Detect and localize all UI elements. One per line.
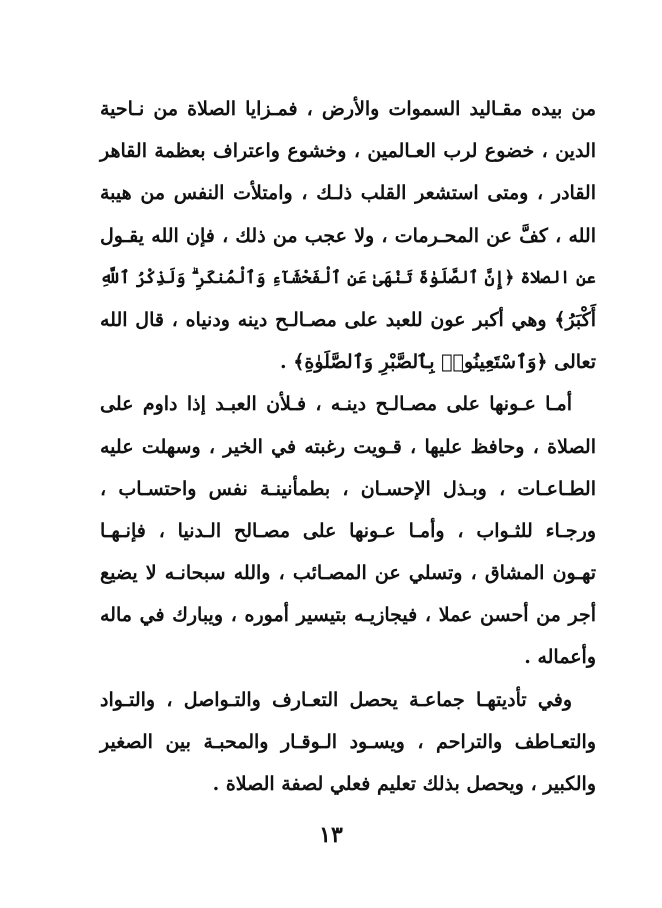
text-line: أجر من أحسن عملا ، فيجازيـه بتيسير أموره ، ويبارك في ماله — [100, 604, 596, 627]
text-line-quran-verse: عن الصلاة ﴿إِنَّ ٱلصَّلَوٰةَ تَنْهَىٰ عَنِ ٱلْفَحْشَآءِ وَٱلْمُنكَرِ ۗ وَلَذِكْرُ ٱللَّهِ — [100, 267, 596, 288]
text-line: الله ، كفَّ عن المحـرمات ، ولا عجب من ذلك ، فإن الله يقـول — [100, 224, 596, 247]
text-line: القادر ، ومتى استشعر القلب ذلـك ، وامتلأت النفس من هيبة — [100, 182, 596, 205]
text-line: وأعماله . — [524, 646, 596, 669]
text-line-quran-verse: تعالى ﴿وَٱسْتَعِينُوا۟ بِٱلصَّبْرِ وَٱلصَّلَوٰةِ﴾ . — [280, 351, 596, 374]
text-line: الصلاة ، وحافظ عليها ، قـويت رغبته في الخير ، وسهلت عليه — [100, 435, 596, 458]
text-line: والكبير ، ويحصل بذلك تعليم فعلي لصفة الصلاة . — [212, 773, 596, 795]
text-line: الطـاعـات ، وبـذل الإحسـان ، بطمأنينـة نفس واحتسـاب ، — [100, 477, 596, 500]
paragraph-2 — [100, 383, 596, 678]
text-line: الدين ، خضوع لرب العـالمين ، وخشوع واعتراف بعظمة القاهر — [100, 140, 596, 163]
paragraph-1 — [100, 88, 596, 383]
text-line: ورجـاء للثـواب ، وأمـا عـونها على مصـالح الـدنيا ، فإنـهـا — [100, 519, 596, 542]
text-line: من بيده مقـاليد السموات والأرض ، فمـزايا الصلاة من نـاحية — [100, 98, 596, 120]
page-number: ١٣ — [319, 822, 343, 848]
text-line: تهـون المشاق ، وتسلي عن المصـائب ، والله سبحانـه لا يضيع — [100, 562, 596, 585]
paragraph-3 — [100, 679, 596, 806]
text-line-quran-verse: أَكْبَرُ﴾ وهي أكبر عون للعبد على مصـالـح دينه ودنياه ، قال الله — [100, 308, 596, 331]
body-text — [100, 88, 596, 805]
text-line: أمـا عـونها على مصـالـح دينـه ، فـلأن العبـد إذا داوم على — [100, 393, 572, 416]
text-line: وفي تأديتهـا جماعـة يحصل التعـارف والتـواصل ، والتـواد — [100, 688, 572, 711]
text-line: والتعـاطف والتراحم ، ويسـود الـوقـار والمحبـة بين الصغير — [100, 730, 596, 753]
